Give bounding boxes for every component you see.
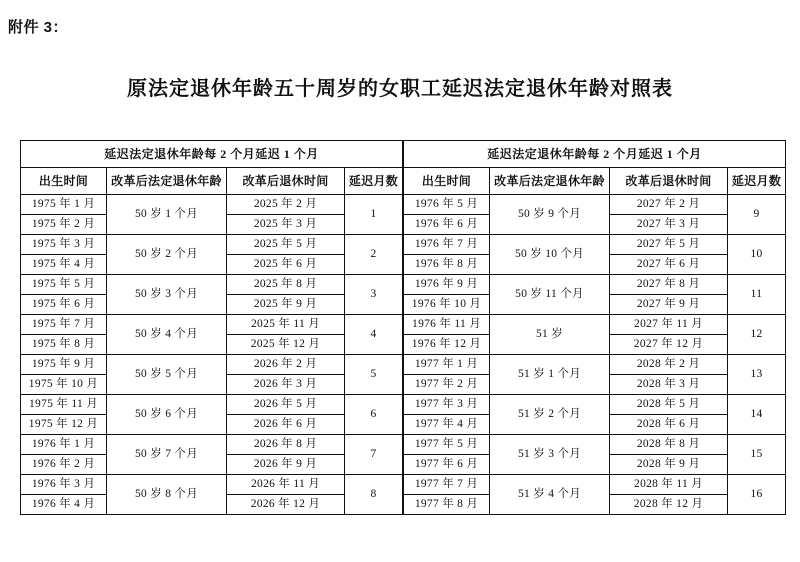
cell-birth-date: 1976 年 8 月	[404, 255, 490, 275]
cell-birth-date: 1977 年 7 月	[404, 475, 490, 495]
column-header-birth: 出生时间	[404, 168, 490, 195]
cell-retirement-date: 2027 年 6 月	[610, 255, 728, 275]
cell-retirement-date: 2025 年 6 月	[227, 255, 345, 275]
cell-retirement-age: 50 岁 7 个月	[107, 435, 227, 475]
cell-birth-date: 1977 年 2 月	[404, 375, 490, 395]
cell-retirement-age: 50 岁 8 个月	[107, 475, 227, 515]
cell-retirement-age: 51 岁 4 个月	[490, 475, 610, 515]
cell-retirement-date: 2027 年 3 月	[610, 215, 728, 235]
cell-retirement-age: 51 岁 3 个月	[490, 435, 610, 475]
cell-birth-date: 1976 年 1 月	[21, 435, 107, 455]
cell-delay-months: 14	[728, 395, 786, 435]
cell-retirement-age: 51 岁 1 个月	[490, 355, 610, 395]
cell-delay-months: 3	[345, 275, 403, 315]
cell-birth-date: 1976 年 11 月	[404, 315, 490, 335]
table-row	[21, 435, 403, 455]
cell-retirement-date: 2026 年 8 月	[227, 435, 345, 455]
cell-retirement-age: 50 岁 4 个月	[107, 315, 227, 355]
cell-retirement-age: 50 岁 3 个月	[107, 275, 227, 315]
cell-retirement-date: 2027 年 2 月	[610, 195, 728, 215]
page-title: 原法定退休年龄五十周岁的女职工延迟法定退休年龄对照表	[127, 78, 673, 100]
table-row	[404, 195, 786, 215]
attachment-label: 附件 3：	[8, 19, 69, 36]
cell-delay-months: 15	[728, 435, 786, 475]
cell-delay-months: 5	[345, 355, 403, 395]
schedule-table-right	[403, 140, 786, 515]
column-header-delay-months: 延迟月数	[728, 168, 786, 195]
cell-birth-date: 1975 年 1 月	[21, 195, 107, 215]
cell-birth-date: 1976 年 7 月	[404, 235, 490, 255]
cell-delay-months: 8	[345, 475, 403, 515]
column-header-age: 改革后法定退休年龄	[107, 168, 227, 195]
cell-retirement-date: 2026 年 5 月	[227, 395, 345, 415]
cell-birth-date: 1976 年 3 月	[21, 475, 107, 495]
cell-birth-date: 1975 年 8 月	[21, 335, 107, 355]
cell-delay-months: 11	[728, 275, 786, 315]
table-row	[21, 315, 403, 335]
cell-birth-date: 1975 年 11 月	[21, 395, 107, 415]
cell-retirement-date: 2026 年 11 月	[227, 475, 345, 495]
table-body-left	[21, 195, 403, 515]
cell-retirement-date: 2025 年 9 月	[227, 295, 345, 315]
cell-birth-date: 1975 年 10 月	[21, 375, 107, 395]
cell-birth-date: 1975 年 7 月	[21, 315, 107, 335]
table-banner: 延迟法定退休年龄每 2 个月延迟 1 个月	[21, 141, 403, 168]
cell-delay-months: 1	[345, 195, 403, 235]
cell-retirement-age: 50 岁 1 个月	[107, 195, 227, 235]
cell-retirement-date: 2026 年 6 月	[227, 415, 345, 435]
table-row	[404, 235, 786, 255]
table-row	[404, 395, 786, 415]
schedule-tables	[20, 140, 784, 515]
cell-birth-date: 1976 年 6 月	[404, 215, 490, 235]
table-row	[21, 395, 403, 415]
cell-retirement-date: 2028 年 3 月	[610, 375, 728, 395]
cell-birth-date: 1977 年 8 月	[404, 495, 490, 515]
cell-delay-months: 2	[345, 235, 403, 275]
cell-delay-months: 4	[345, 315, 403, 355]
cell-retirement-age: 50 岁 10 个月	[490, 235, 610, 275]
cell-retirement-age: 50 岁 2 个月	[107, 235, 227, 275]
cell-retirement-age: 50 岁 11 个月	[490, 275, 610, 315]
cell-birth-date: 1977 年 4 月	[404, 415, 490, 435]
table-row	[404, 475, 786, 495]
cell-retirement-date: 2025 年 3 月	[227, 215, 345, 235]
cell-birth-date: 1976 年 5 月	[404, 195, 490, 215]
cell-retirement-date: 2026 年 2 月	[227, 355, 345, 375]
table-row	[21, 355, 403, 375]
cell-delay-months: 12	[728, 315, 786, 355]
cell-delay-months: 7	[345, 435, 403, 475]
cell-retirement-date: 2026 年 9 月	[227, 455, 345, 475]
cell-retirement-date: 2025 年 2 月	[227, 195, 345, 215]
cell-birth-date: 1975 年 4 月	[21, 255, 107, 275]
cell-retirement-date: 2027 年 8 月	[610, 275, 728, 295]
column-header-retire-date: 改革后退休时间	[610, 168, 728, 195]
cell-retirement-date: 2025 年 8 月	[227, 275, 345, 295]
cell-birth-date: 1977 年 3 月	[404, 395, 490, 415]
table-row	[404, 435, 786, 455]
cell-retirement-date: 2026 年 3 月	[227, 375, 345, 395]
cell-birth-date: 1975 年 6 月	[21, 295, 107, 315]
cell-delay-months: 6	[345, 395, 403, 435]
cell-retirement-date: 2027 年 9 月	[610, 295, 728, 315]
cell-retirement-age: 50 岁 6 个月	[107, 395, 227, 435]
cell-retirement-date: 2027 年 11 月	[610, 315, 728, 335]
cell-retirement-date: 2028 年 5 月	[610, 395, 728, 415]
cell-retirement-age: 50 岁 5 个月	[107, 355, 227, 395]
cell-birth-date: 1977 年 1 月	[404, 355, 490, 375]
cell-birth-date: 1976 年 9 月	[404, 275, 490, 295]
table-row	[21, 195, 403, 215]
cell-retirement-age: 50 岁 9 个月	[490, 195, 610, 235]
cell-retirement-date: 2028 年 2 月	[610, 355, 728, 375]
cell-birth-date: 1975 年 12 月	[21, 415, 107, 435]
cell-birth-date: 1977 年 5 月	[404, 435, 490, 455]
table-row	[404, 315, 786, 335]
column-header-retire-date: 改革后退休时间	[227, 168, 345, 195]
schedule-table-left	[20, 140, 403, 515]
table-banner: 延迟法定退休年龄每 2 个月延迟 1 个月	[404, 141, 786, 168]
cell-retirement-date: 2028 年 9 月	[610, 455, 728, 475]
cell-retirement-date: 2027 年 12 月	[610, 335, 728, 355]
table-row	[404, 355, 786, 375]
cell-retirement-age: 51 岁	[490, 315, 610, 355]
cell-retirement-date: 2028 年 11 月	[610, 475, 728, 495]
table-row	[21, 275, 403, 295]
cell-delay-months: 16	[728, 475, 786, 515]
cell-retirement-date: 2028 年 6 月	[610, 415, 728, 435]
cell-delay-months: 9	[728, 195, 786, 235]
cell-delay-months: 13	[728, 355, 786, 395]
table-row	[21, 475, 403, 495]
cell-birth-date: 1975 年 3 月	[21, 235, 107, 255]
cell-retirement-date: 2028 年 12 月	[610, 495, 728, 515]
cell-birth-date: 1976 年 4 月	[21, 495, 107, 515]
column-header-delay-months: 延迟月数	[345, 168, 403, 195]
cell-birth-date: 1975 年 2 月	[21, 215, 107, 235]
cell-birth-date: 1977 年 6 月	[404, 455, 490, 475]
table-row	[21, 235, 403, 255]
cell-delay-months: 10	[728, 235, 786, 275]
cell-retirement-age: 51 岁 2 个月	[490, 395, 610, 435]
cell-retirement-date: 2026 年 12 月	[227, 495, 345, 515]
cell-birth-date: 1976 年 10 月	[404, 295, 490, 315]
cell-retirement-date: 2025 年 5 月	[227, 235, 345, 255]
cell-retirement-date: 2027 年 5 月	[610, 235, 728, 255]
table-body-right	[404, 195, 786, 515]
cell-retirement-date: 2025 年 11 月	[227, 315, 345, 335]
cell-retirement-date: 2028 年 8 月	[610, 435, 728, 455]
cell-birth-date: 1976 年 2 月	[21, 455, 107, 475]
cell-birth-date: 1976 年 12 月	[404, 335, 490, 355]
column-header-birth: 出生时间	[21, 168, 107, 195]
table-row	[404, 275, 786, 295]
cell-birth-date: 1975 年 9 月	[21, 355, 107, 375]
cell-birth-date: 1975 年 5 月	[21, 275, 107, 295]
cell-retirement-date: 2025 年 12 月	[227, 335, 345, 355]
column-header-age: 改革后法定退休年龄	[490, 168, 610, 195]
